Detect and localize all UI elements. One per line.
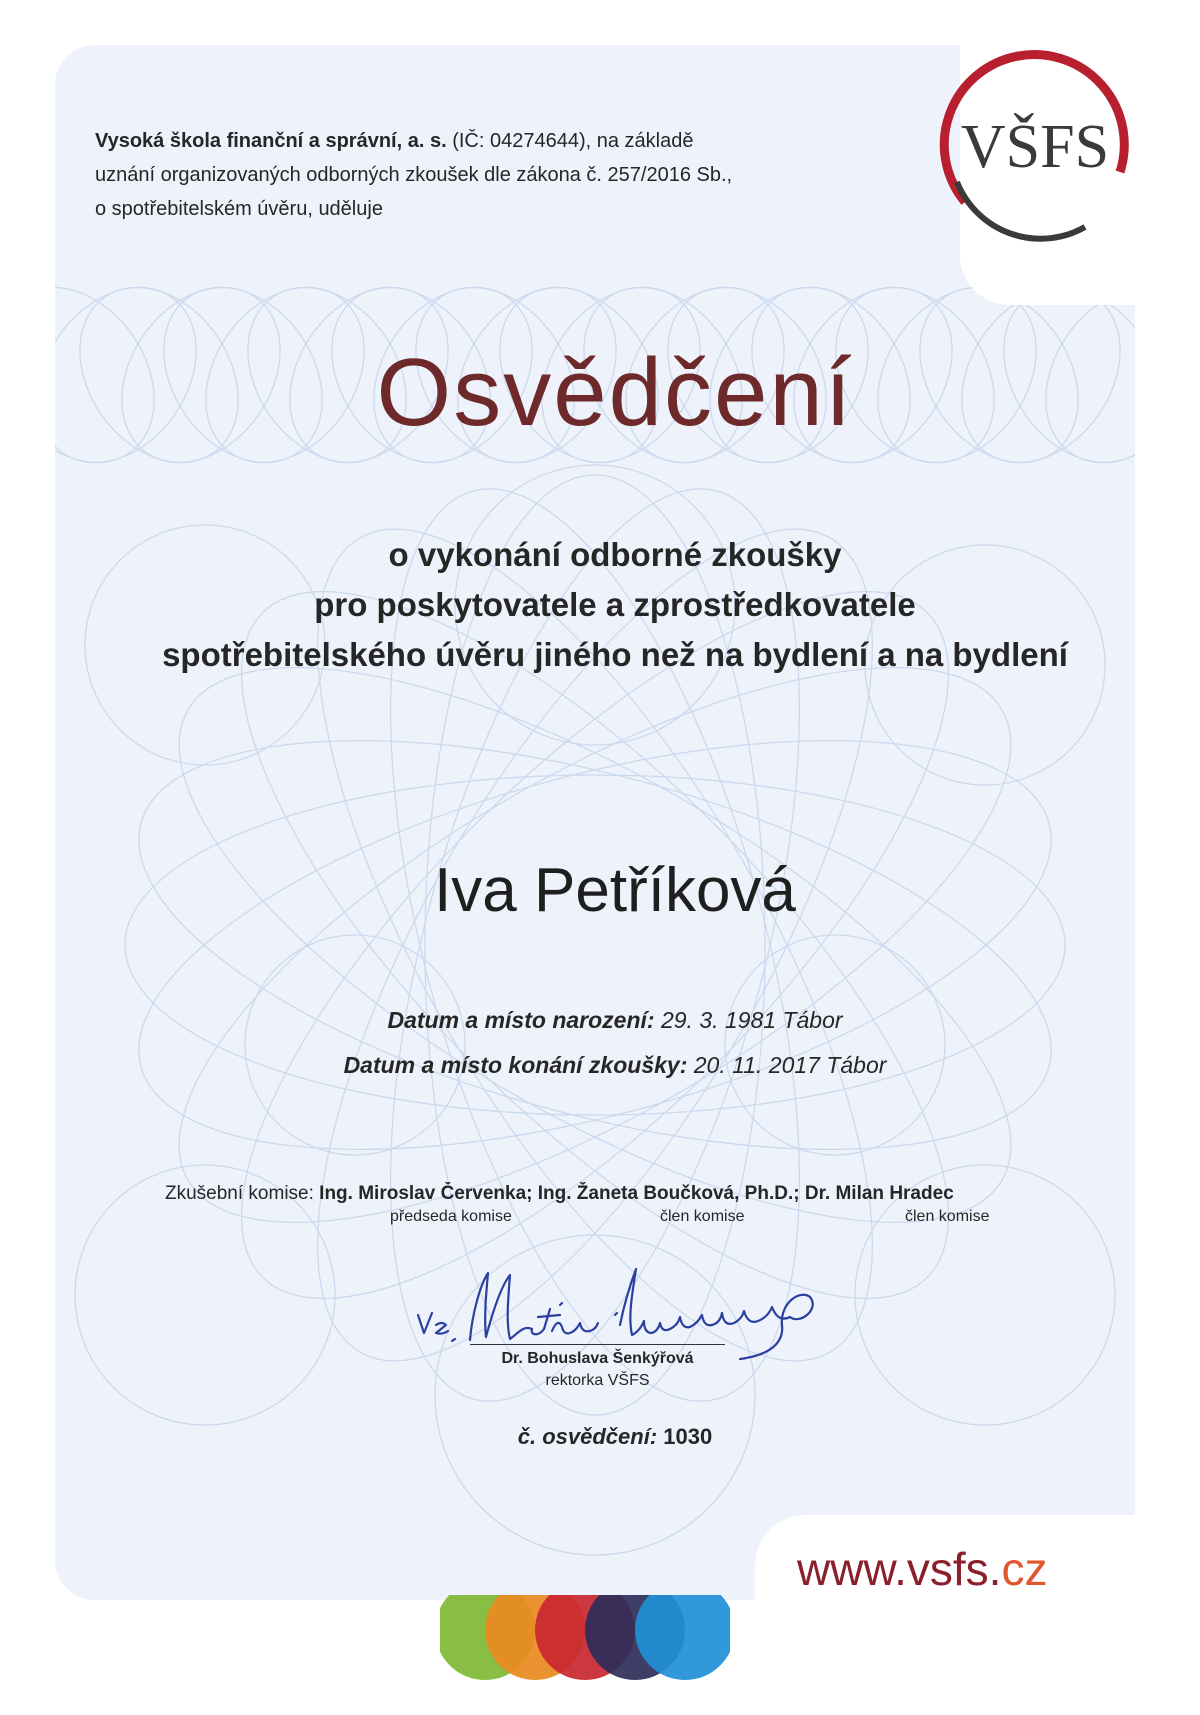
logo-text: VŠFS [960, 113, 1110, 181]
website-url-tld: cz [1001, 1543, 1048, 1595]
subtitle-line-2: pro poskytovatele a zprostředkovatele [314, 586, 916, 623]
holder-details [0, 998, 1200, 1088]
signature-line [470, 1344, 725, 1345]
signer-block [470, 1348, 725, 1392]
vsfs-logo [935, 42, 1135, 242]
committee-member-3: Dr. Milan Hradec [804, 1183, 954, 1204]
certificate-subtitle [60, 530, 1170, 680]
website-url-main: www.vsfs. [797, 1543, 1002, 1595]
committee-label: Zkušební komise: [165, 1183, 320, 1204]
certificate-number-value: 1030 [657, 1424, 713, 1449]
exam-committee [165, 1183, 1065, 1205]
issuer-line-2: uznání organizovaných odborných zkoušek dle zákona č. 257/2016 Sb., [95, 164, 733, 186]
website-url [797, 1542, 1047, 1596]
committee-role-2: člen komise [660, 1208, 745, 1225]
subtitle-line-3: spotřebitelského úvěru jiného než na bydlení a na bydlení [162, 636, 1068, 673]
issuer-statement [95, 124, 915, 226]
exam-row [0, 1043, 1200, 1088]
subtitle-line-1: o vykonání odborné zkoušky [388, 536, 842, 573]
committee-role-3: člen komise [905, 1208, 990, 1225]
holder-name: Iva Petříková [434, 856, 796, 925]
birth-row [0, 998, 1200, 1043]
certificate-number [0, 1424, 1200, 1450]
signer-name: Dr. Bohuslava Šenkýřová [501, 1350, 694, 1367]
committee-member-2: Ing. Žaneta Boučková, Ph.D.; [537, 1183, 800, 1204]
committee-member-1: Ing. Miroslav Červenka; [319, 1183, 533, 1204]
brand-color-dots [440, 1595, 730, 1705]
certificate-title: Osvědčení [376, 339, 854, 446]
issuer-line-3: o spotřebitelském úvěru, uděluje [95, 198, 383, 220]
issuer-name: Vysoká škola finanční a správní, a. s. [95, 130, 447, 152]
issuer-line-1 [95, 124, 915, 158]
exam-value: 20. 11. 2017 Tábor [687, 1052, 887, 1078]
committee-role-1: předseda komise [390, 1208, 512, 1225]
signer-title: rektorka VŠFS [545, 1372, 650, 1389]
issuer-id: (IČ: 04274644), na základě [446, 130, 694, 152]
birth-value: 29. 3. 1981 Tábor [654, 1007, 843, 1033]
birth-label: Datum a místo narození: [387, 1007, 655, 1033]
certificate-number-label: č. osvědčení: [517, 1424, 658, 1449]
exam-label: Datum a místo konání zkoušky: [343, 1052, 688, 1078]
